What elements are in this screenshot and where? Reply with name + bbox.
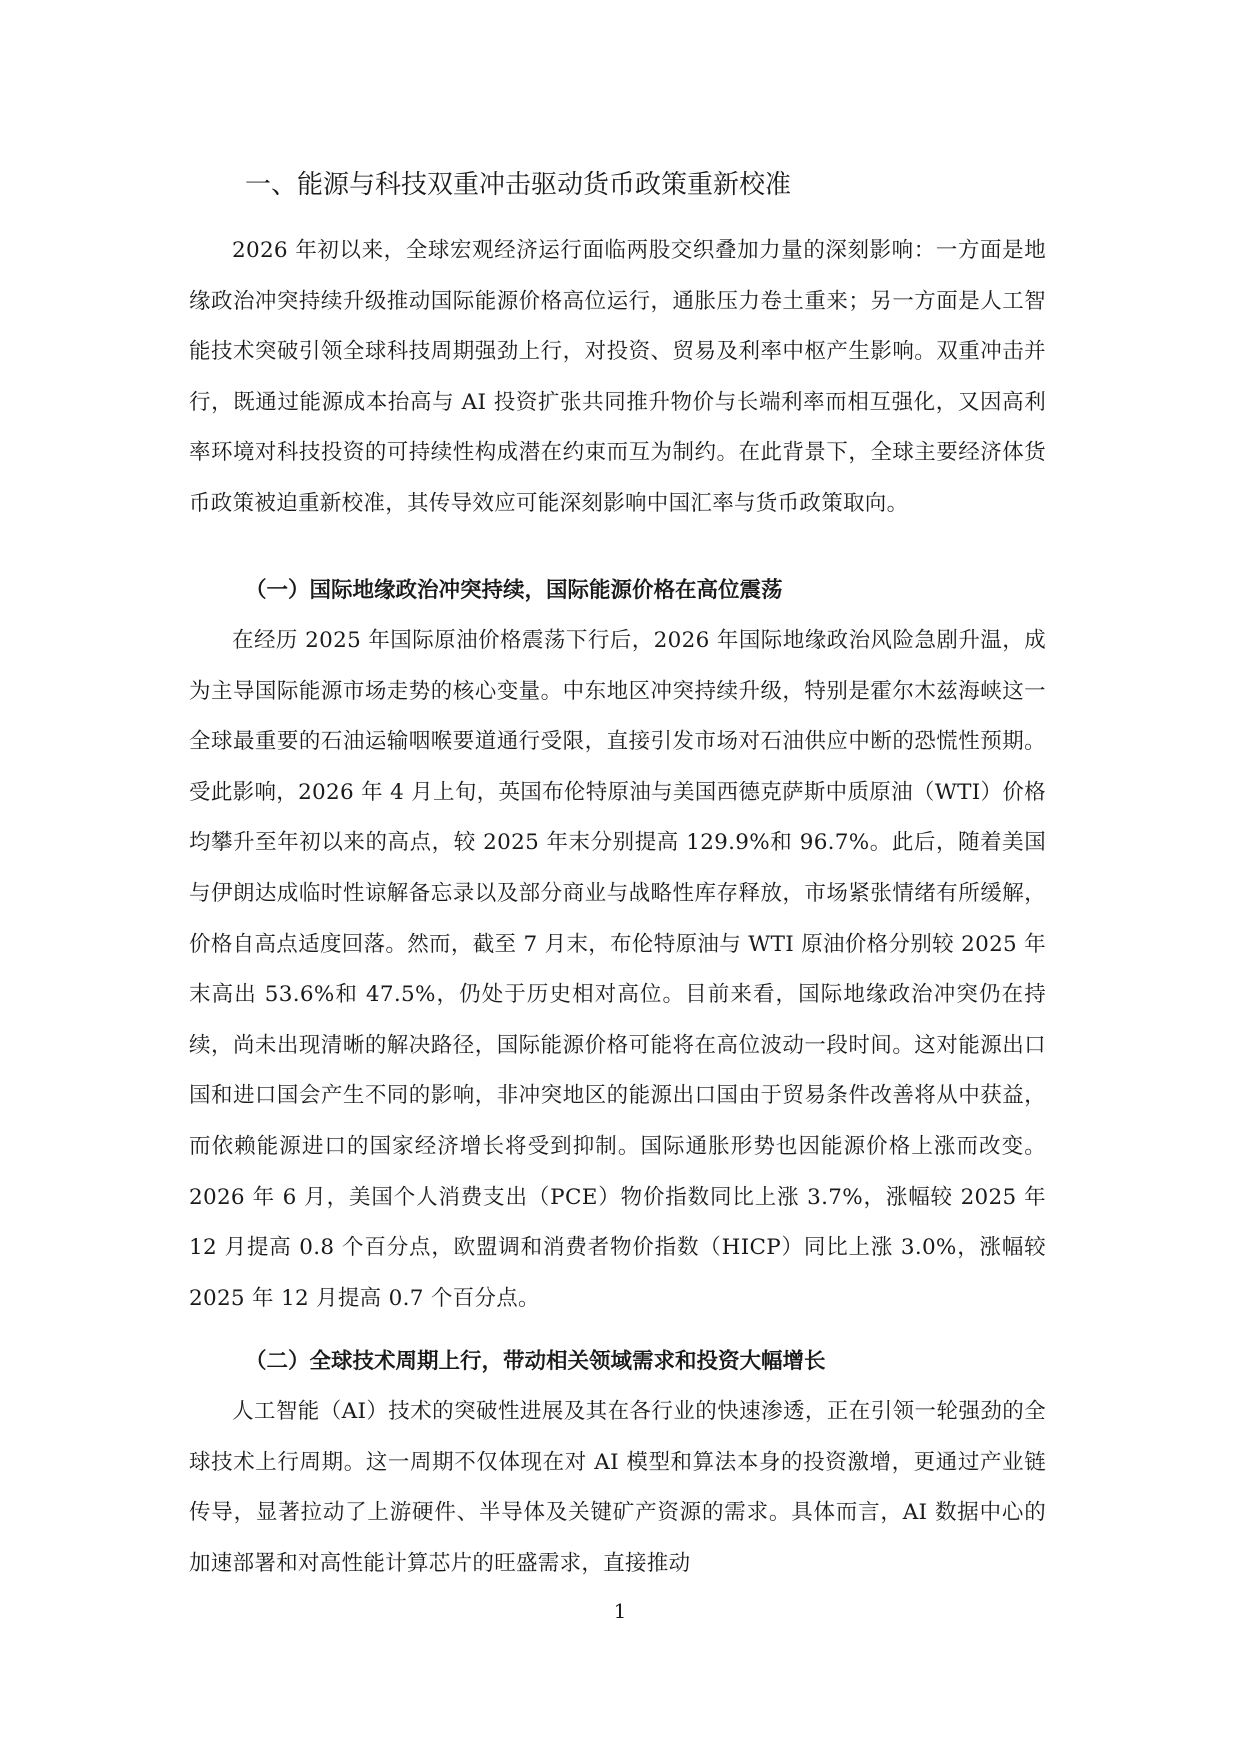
intro-paragraph: 2026 年初以来，全球宏观经济运行面临两股交织叠加力量的深刻影响：一方面是地缘政治冲突持续升级推动国际能源价格高位运行，通胀压力卷土重来；另一方面是人工智能技术突破引领全球科技周期强劲上行，对投资、贸易及利率中枢产生影响。双重冲击并行，既通过能源成本抬高与 AI 投资扩张共同推升物价与长端利率而相互强化，又因高利率环境对科技投资的可持续性构成潜在约束而互为制约。在此背景下，全球主要经济体货币政策被迫重新校准，其传导效应可能深刻影响中国汇率与货币政策取向。 (189, 238, 1046, 516)
energy-paragraph: 在经历 2025 年国际原油价格震荡下行后，2026 年国际地缘政治风险急剧升温，成为主导国际能源市场走势的核心变量。中东地区冲突持续升级，特别是霍尔木兹海峡这一全球最重要的石油运输咽喉要道通行受限，直接引发市场对石油供应中断的恐慌性预期。受此影响，2026 年 4 月上旬，英国布伦特原油与美国西德克萨斯中质原油（WTI）价格均攀升至年初以来的高点，较 2025 年末分别提高 129.9%和 96.7%。此后，随着美国与伊朗达成临时性谅解备忘录以及部分商业与战略性库存释放，市场紧张情绪有所缓解，价格自高点适度回落。然而，截至 7 月末，布伦特原油与 WTI 原油价格分别较 2025 年末高出 53.6%和 47.5%，仍处于历史相对高位。目前来看，国际地缘政治冲突仍在持续，尚未出现清晰的解决路径，国际能源价格可能将在高位波动一段时间。这对能源出口国和进口国会产生不同的影响，非冲突地区的能源出口国由于贸易条件改善将从中获益，而依赖能源进口的国家经济增长将受到抑制。国际通胀形势也因能源价格上涨而改变。2026 年 6 月，美国个人消费支出（PCE）物价指数同比上涨 3.7%，涨幅较 2025 年 12 月提高 0.8 个百分点，欧盟调和消费者物价指数（HICP）同比上涨 3.0%，涨幅较 2025 年 12 月提高 0.7 个百分点。 (189, 628, 1046, 1311)
technology-paragraph: 人工智能（AI）技术的突破性进展及其在各行业的快速渗透，正在引领一轮强劲的全球技术上行周期。这一周期不仅体现在对 AI 模型和算法本身的投资激增，更通过产业链传导，显著拉动了上游硬件、半导体及关键矿产资源的需求。具体而言，AI 数据中心的加速部署和对高性能计算芯片的旺盛需求，直接推动 (189, 1399, 1046, 1576)
page-number: 1 (613, 1599, 627, 1623)
section-heading: 一、能源与科技双重冲击驱动货币政策重新校准 (245, 170, 792, 200)
subsection-heading-energy: （一）国际地缘政治冲突持续，国际能源价格在高位震荡 (245, 578, 783, 603)
subsection-heading-technology: （二）全球技术周期上行，带动相关领域需求和投资大幅增长 (245, 1349, 826, 1374)
